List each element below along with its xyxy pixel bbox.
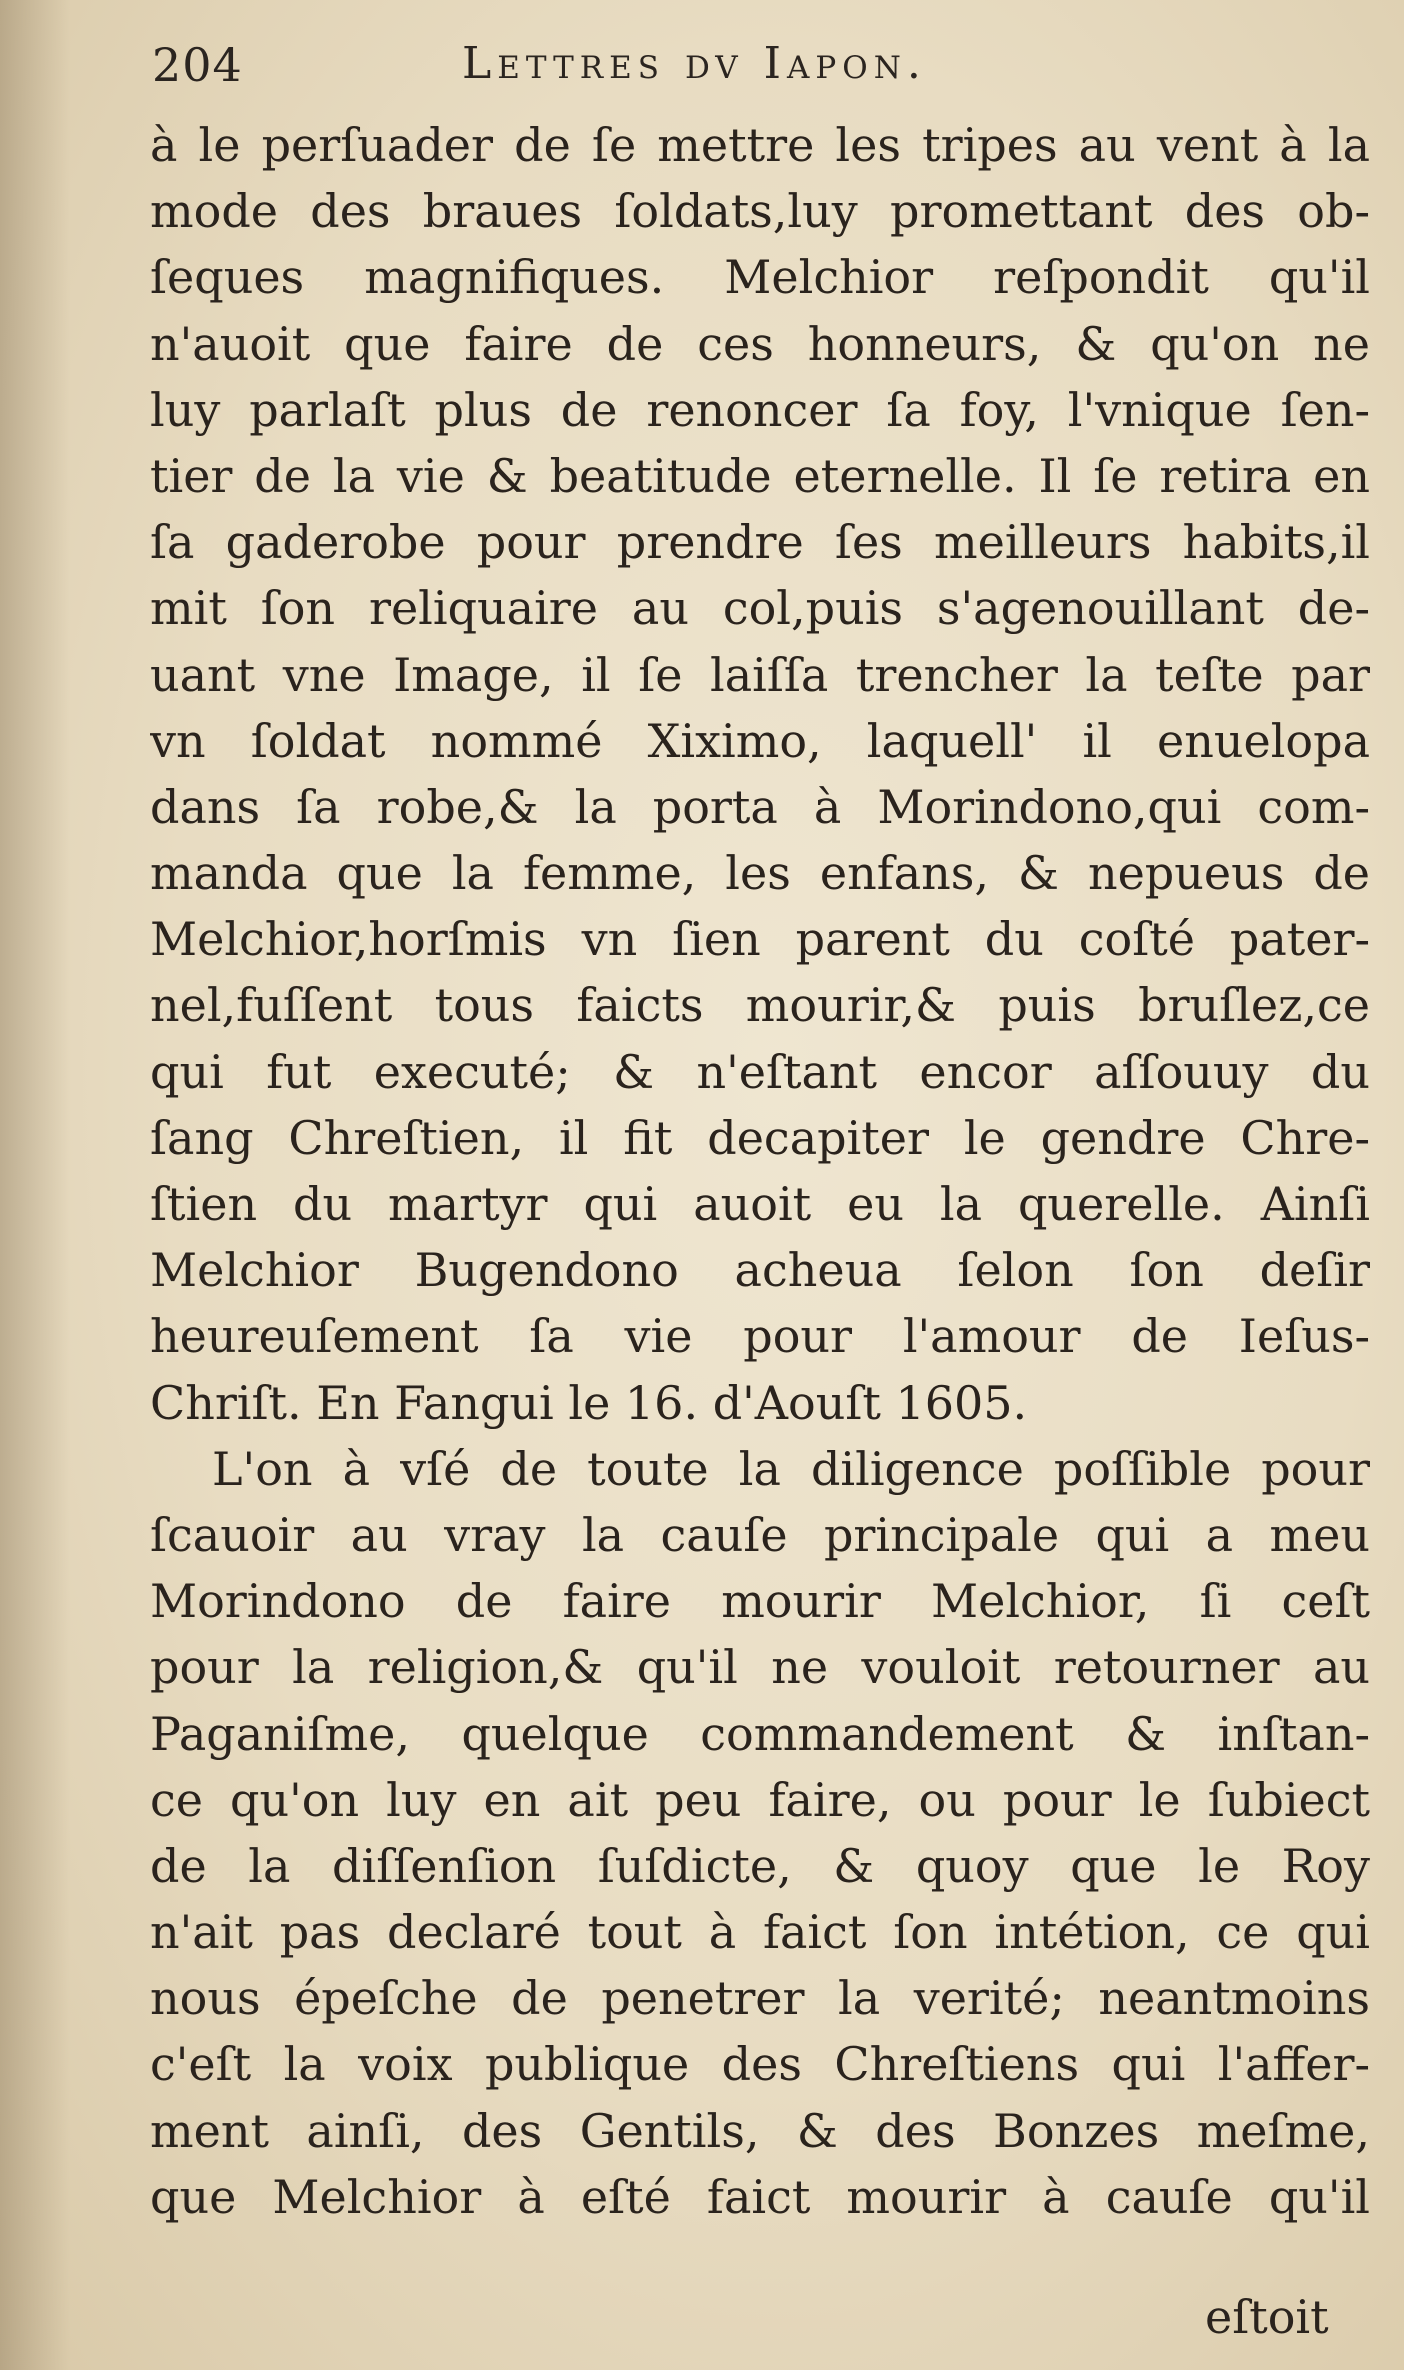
text-line: n'ait pas declaré tout à faict ſon intétion, ce qui <box>150 1905 1370 1960</box>
text-line: Morindono de faire mourir Melchior, ſi ceſt <box>150 1574 1370 1629</box>
text-line: n'auoit que faire de ces honneurs, & qu'on ne <box>150 316 1370 371</box>
text-line: que Melchior à eſté faict mourir à cauſe qu'il <box>150 2169 1370 2224</box>
gutter-shadow <box>0 0 70 2370</box>
text-line: Melchior,horſmis vn ſien parent du coſté pater- <box>150 912 1370 967</box>
body-text <box>150 112 1370 2230</box>
text-line: ſtien du martyr qui auoit eu la querelle. Ainſi <box>150 1177 1370 1231</box>
text-line: Paganiſme, quelque commandement & inſtan- <box>150 1706 1370 1761</box>
text-line: ſang Chreſtien, il fit decapiter le gendre Chre- <box>150 1110 1370 1165</box>
text-line: c'eſt la voix publique des Chreſtiens qui l'affer- <box>150 2037 1370 2092</box>
text-line: ſcauoir au vray la cauſe principale qui a meu <box>150 1507 1370 1562</box>
text-line: Chriſt. En Fangui le 16. d'Aouſt 1605. <box>150 1375 1028 1430</box>
text-line: tier de la vie & beatitude eternelle. Il ſe retira en <box>150 448 1370 503</box>
page-header <box>152 38 1192 108</box>
text-line: nous épeſche de penetrer la verité; neantmoins <box>150 1971 1370 2026</box>
text-line: pour la religion,& qu'il ne vouloit retourner au <box>150 1640 1370 1695</box>
text-line: mit ſon reliquaire au col,puis s'agenouillant de- <box>150 581 1370 636</box>
text-line: mode des braues ſoldats,luy promettant des ob- <box>150 184 1370 239</box>
text-line: ce qu'on luy en ait peu faire, ou pour le ſubiect <box>150 1772 1370 1827</box>
text-line: Melchior Bugendono acheua ſelon ſon deſir <box>150 1243 1370 1298</box>
paragraph-start-line: L'on à vſé de toute la diligence poſſible pour <box>212 1441 1370 1496</box>
text-line: vn ſoldat nommé Xiximo, laquell' il enuelopa <box>150 713 1370 768</box>
catchword: eſtoit <box>1205 2290 1329 2344</box>
text-line: uant vne Image, il ſe laiſſa trencher la teſte par <box>150 647 1370 702</box>
page-number: 204 <box>152 38 243 92</box>
text-line: heureuſement ſa vie pour l'amour de Ieſus- <box>150 1309 1370 1364</box>
text-line: qui fut executé; & n'eſtant encor aſſouuy du <box>150 1044 1370 1099</box>
text-line: ment ainſi, des Gentils, & des Bonzes meſme, <box>150 2103 1370 2158</box>
text-line: luy parlaſt plus de renoncer ſa foy, l'vnique ſen- <box>150 382 1370 437</box>
text-line: de la diſſenſion ſuſdicte, & quoy que le Roy <box>150 1838 1370 1893</box>
text-line: à le perſuader de ſe mettre les tripes au vent à la <box>150 118 1370 172</box>
running-title: Lettres dv Iapon. <box>462 38 927 89</box>
text-line: ſa gaderobe pour prendre ſes meilleurs habits,il <box>150 515 1370 570</box>
text-line: nel,fuſſent tous faicts mourir,& puis bruſlez,ce <box>150 978 1370 1033</box>
text-line: manda que la femme, les enfans, & nepueus de <box>150 846 1370 901</box>
text-line: ſeques magnifiques. Melchior reſpondit qu'il <box>150 250 1370 305</box>
text-line: dans ſa robe,& la porta à Morindono,qui com- <box>150 779 1370 834</box>
